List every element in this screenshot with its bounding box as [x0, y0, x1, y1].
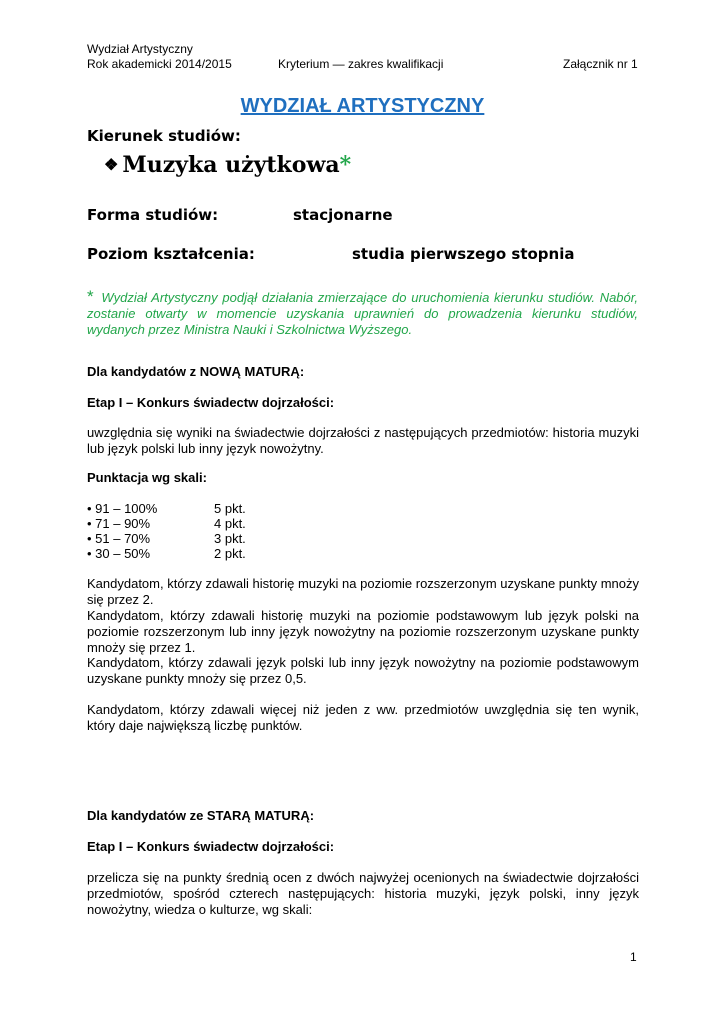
old-matura-intro: przelicza się na punkty średnią ocen z dwóch najwyżej ocenionych na świadectwie dojrzałości przedmiotów, spośród czterech następujących: historia muzyki, język polski, inny język nowożytny, wiedza o kulturze, wg skali:: [87, 870, 639, 917]
scale-heading: Punktacja wg skali:: [87, 470, 207, 485]
level-label: Poziom kształcenia:: [87, 245, 255, 263]
scale-points: 4 pkt.: [214, 516, 246, 531]
scale-points: 5 pkt.: [214, 501, 246, 516]
header-faculty: Wydział Artystyczny: [87, 42, 193, 56]
page-number: 1: [630, 950, 637, 964]
major-asterisk: *: [339, 152, 352, 178]
rule-extended-history: Kandydatom, którzy zdawali historię muzyki na poziomie rozszerzonym uzyskane punkty mnoży się przez 2.: [87, 576, 640, 607]
scale-row: [87, 516, 246, 532]
scale-range: • 51 – 70%: [87, 531, 151, 546]
new-matura-intro: uwzględnia się wyniki na świadectwie dojrzałości z następujących przedmiotów: historia muzyki lub język polski lub inny język nowożytny.: [87, 425, 639, 456]
scale-row: [87, 531, 246, 547]
diamond-bullet-icon: ❖: [104, 155, 119, 174]
new-matura-heading: Dla kandydatów z NOWĄ MATURĄ:: [87, 364, 305, 379]
launch-note: [87, 289, 638, 338]
level-value: studia pierwszego stopnia: [352, 245, 575, 263]
header-academic-year: Rok akademicki 2014/2015: [87, 57, 232, 71]
scale-row: [87, 546, 246, 562]
field-label: Kierunek studiów:: [87, 127, 241, 145]
header-criterion: Kryterium — zakres kwalifikacji: [278, 57, 444, 71]
major-heading: [104, 152, 351, 178]
header-attachment: Załącznik nr 1: [563, 57, 638, 71]
scale-row: [87, 501, 246, 517]
rule-basic-history: Kandydatom, którzy zdawali historię muzyki na poziomie podstawowym lub język polski na poziomie rozszerzonym lub inny język nowożytny na poziomie rozszerzonym uzyskane punkty mnoży się przez 1.: [87, 608, 639, 655]
rule-multiple-subjects: Kandydatom, którzy zdawali więcej niż jeden z ww. przedmiotów uwzględnia się ten wynik, który daje największą liczbę punktów.: [87, 702, 639, 733]
scale-points: 2 pkt.: [214, 546, 246, 561]
scale-range: • 71 – 90%: [87, 516, 151, 531]
scale-range: • 91 – 100%: [87, 501, 158, 516]
rule-basic-language: Kandydatom, którzy zdawali język polski lub inny język nowożytny na poziomie podstawowym uzyskane punkty mnoży się przez 0,5.: [87, 655, 639, 686]
form-value: stacjonarne: [293, 206, 393, 224]
page-title: WYDZIAŁ ARTYSTYCZNY: [240, 95, 485, 117]
scale-points: 3 pkt.: [214, 531, 246, 546]
old-matura-heading: Dla kandydatów ze STARĄ MATURĄ:: [87, 808, 315, 823]
scale-range: • 30 – 50%: [87, 546, 151, 561]
old-matura-stage: Etap I – Konkurs świadectw dojrzałości:: [87, 839, 335, 854]
new-matura-stage: Etap I – Konkurs świadectw dojrzałości:: [87, 395, 335, 410]
note-asterisk: *: [87, 287, 94, 306]
major-name: Muzyka użytkowa: [122, 152, 340, 178]
note-text: Wydział Artystyczny podjął działania zmierzające do uruchomienia kierunku studiów. Nabór, zostanie otwarty w momencie uzyskania uprawnień do prowadzenia kierunku studiów, wydanych przez Ministra Nauki i Szkolnictwa Wyższego.: [87, 290, 638, 337]
form-label: Forma studiów:: [87, 206, 219, 224]
